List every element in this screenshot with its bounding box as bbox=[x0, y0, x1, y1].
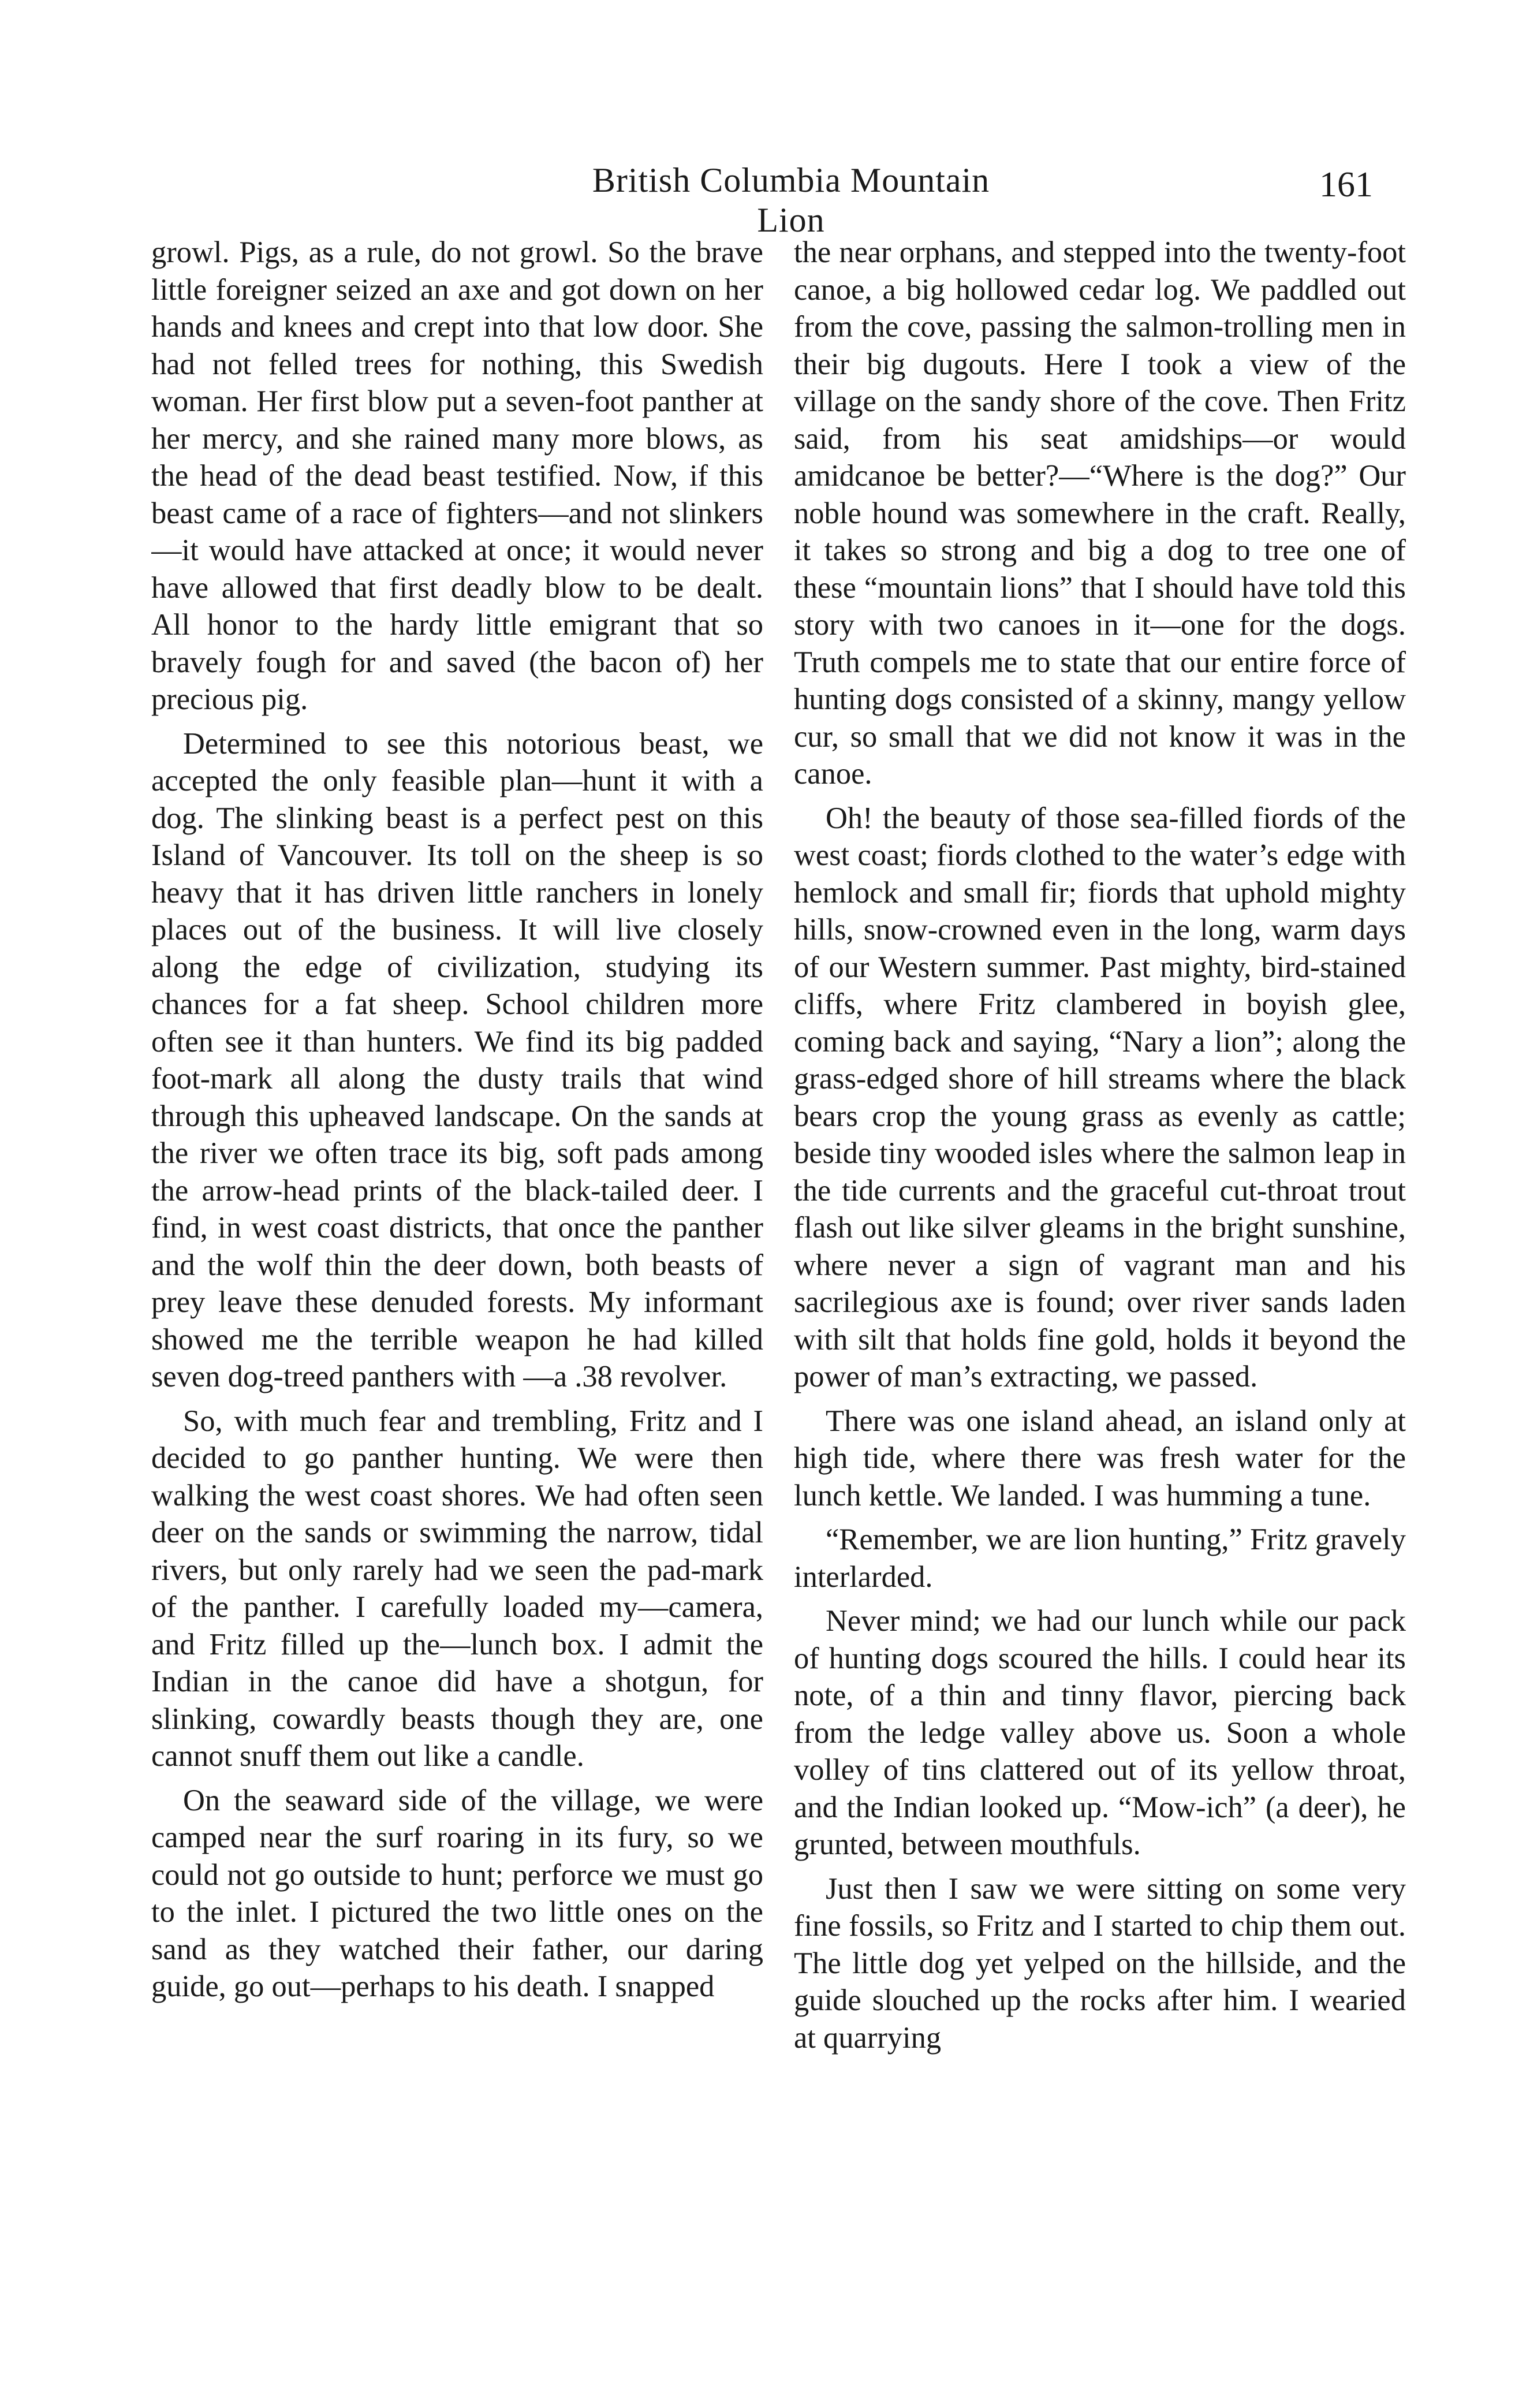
right-paragraph-3: There was one island ahead, an island only at high tide, where there was fresh water for the lunch kettle. We landed. I was humming a tune. bbox=[794, 1404, 1406, 1512]
left-column bbox=[151, 234, 763, 2365]
left-paragraph-4: On the seaward side of the village, we were camped near the surf roaring in its fury, so we could not go outside to hunt; perforce we must go to the inlet. I pictured the two little ones on the sand as they watched their father, our daring guide, go out—perhaps to his death. I snapped bbox=[151, 1783, 763, 2003]
right-paragraph-4: “Remember, we are lion hunting,” Fritz gravely interlarded. bbox=[794, 1523, 1406, 1594]
running-title: British Columbia Mountain Lion bbox=[592, 161, 990, 239]
left-paragraph-2: Determined to see this notorious beast, we accepted the only feasible plan—hunt it with a dog. The slinking beast is a perfect pest on this Island of Vancouver. Its toll on the sheep is so heavy that it has driven little ranchers in lonely places out of the business. It will live closely along the edge of civilization, studying its chances for a fat sheep. School children more often see it than hunters. We find its big padded foot-mark all along the dusty trails that wind through this upheaved landscape. On the sands at the river we often trace its big, soft pads among the arrow-head prints of the black-tailed deer. I find, in west coast districts, that once the panther and the wolf thin the deer down, both beasts of prey leave these denuded forests. My informant showed me the terrible weapon he had killed seven dog-treed panthers with —a .38 revolver. bbox=[151, 726, 763, 1393]
right-paragraph-2: Oh! the beauty of those sea-filled fiords of the west coast; fiords clothed to the water’s edge with hemlock and small fir; fiords that uphold mighty hills, snow-crowned even in the long, warm days of our Western summer. Past mighty, bird-stained cliffs, where Fritz clambered in boyish glee, coming back and saying, “Nary a lion”; along the grass-edged shore of hill streams where the black bears crop the young grass as evenly as cattle; beside tiny wooded isles where the salmon leap in the tide currents and the graceful cut-throat trout flash out like silver gleams in the bright sunshine, where never a sign of vagrant man and his sacrilegious axe is found; over river sands laden with silt that holds fine gold, holds it beyond the power of man’s extracting, we passed. bbox=[794, 801, 1406, 1393]
right-paragraph-5: Never mind; we had our lunch while our pack of hunting dogs scoured the hills. I could hear its note, of a thin and tinny flavor, piercing back from the ledge valley above us. Soon a whole volley of tins clattered out of its yellow throat, and the Indian looked up. “Mow-ich” (a deer), he grunted, between mouthfuls. bbox=[794, 1604, 1406, 1861]
left-paragraph-1: growl. Pigs, as a rule, do not growl. So the brave little foreigner seized an axe and got down on her hands and knees and crept into that low door. She had not felled trees for nothing, this Swedish woman. Her first blow put a seven-foot panther at her mercy, and she rained many more blows, as the head of the dead beast testified. Now, if this beast came of a race of fighters—and not slinkers—it would have attacked at once; it would never have allowed that first deadly blow to be dealt. All honor to the hardy little emigrant that so bravely fough for and saved (the bacon of) her precious pig. bbox=[151, 236, 763, 716]
right-column bbox=[794, 234, 1406, 2365]
left-paragraph-3: So, with much fear and trembling, Fritz and I decided to go panther hunting. We were then walking the west coast shores. We had often seen deer on the sands or swimming the narrow, tidal rivers, but only rarely had we seen the pad-mark of the panther. I carefully loaded my—camera, and Fritz filled up the—lunch box. I admit the Indian in the canoe did have a shotgun, for slinking, cowardly beasts though they are, one cannot snuff them out like a candle. bbox=[151, 1404, 763, 1773]
right-paragraph-6: Just then I saw we were sitting on some very fine fossils, so Fritz and I started to chip them out. The little dog yet yelped on the hillside, and the guide slouched up the rocks after him. I wearied at quarrying bbox=[794, 1872, 1406, 2055]
page-number: 161 bbox=[1319, 165, 1373, 204]
right-paragraph-1: the near orphans, and stepped into the twenty-foot canoe, a big hollowed cedar log. We paddled out from the cove, passing the salmon-trolling men in their big dugouts. Here I took a view of the village on the sandy shore of the cove. Then Fritz said, from his seat amidships—or would amidcanoe be better?—“Where is the dog?” Our noble hound was somewhere in the craft. Really, it takes so strong and big a dog to tree one of these “mountain lions” that I should have told this story with two canoes in it—one for the dogs. Truth compels me to state that our entire force of hunting dogs consisted of a skinny, mangy yellow cur, so small that we did not know it was in the canoe. bbox=[794, 236, 1406, 791]
